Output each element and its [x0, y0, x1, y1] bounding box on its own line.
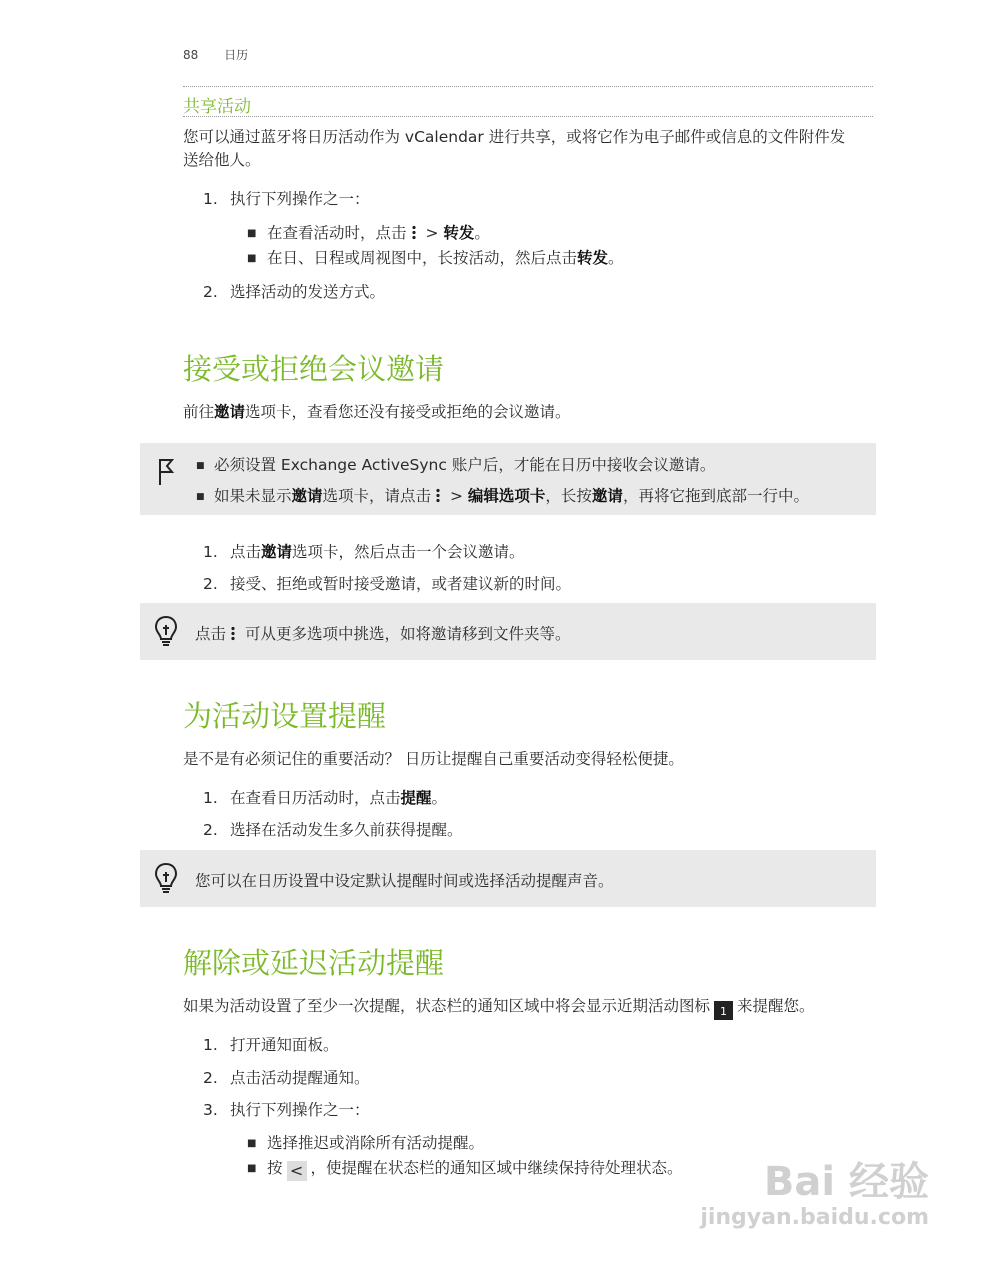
- tip-text: [195, 622, 570, 644]
- share-title: 共享活动: [183, 97, 251, 117]
- step-number: 3.: [203, 1101, 218, 1119]
- share-step-2: [203, 280, 385, 302]
- calendar-icon: 1: [714, 1001, 733, 1020]
- bullet-text: 。: [474, 224, 490, 242]
- note-text: ，再将它拖到底部一行中。: [622, 487, 809, 505]
- bullet-text: 选择推迟或消除所有活动提醒。: [267, 1134, 485, 1152]
- note-item-2: [196, 484, 809, 506]
- intro-text: 前往: [183, 403, 215, 421]
- step-number: 1.: [203, 1036, 218, 1054]
- share-bullet-1: [247, 221, 490, 243]
- invite-label: 邀请: [591, 487, 623, 505]
- accept-intro: [183, 401, 873, 424]
- note-text: 必须设置 Exchange ActiveSync 账户后，才能在日历中接收会议邀请。: [214, 456, 716, 474]
- section-name: 日历: [224, 48, 249, 62]
- dismiss-bullet-1: [247, 1131, 484, 1153]
- menu-kebab-icon: [436, 488, 440, 503]
- dismiss-step-2: [203, 1066, 370, 1088]
- bullet-icon: ■: [196, 461, 205, 471]
- watermark-url: jingyan.baidu.com: [700, 1205, 929, 1230]
- menu-kebab-icon: [231, 626, 235, 641]
- bullet-text: 在查看活动时，点击: [267, 224, 407, 242]
- step-text: 接受、拒绝或暂时接受邀请，或者建议新的时间。: [230, 575, 572, 593]
- intro-text: 来提醒您。: [737, 997, 815, 1015]
- bullet-text: 按: [267, 1159, 283, 1177]
- step-text: 点击活动提醒通知。: [230, 1069, 370, 1087]
- bullet-icon: ■: [247, 253, 257, 264]
- step-number: 2.: [203, 283, 218, 301]
- share-step-1: [203, 187, 370, 209]
- lightbulb-icon: [154, 862, 178, 896]
- invite-label: 邀请: [291, 487, 323, 505]
- step-text: 点击: [230, 543, 262, 561]
- bullet-icon: ■: [247, 228, 257, 239]
- step-text: 执行下列操作之一：: [230, 190, 370, 208]
- step-number: 2.: [203, 1069, 218, 1087]
- remind-label: 提醒: [400, 789, 432, 807]
- bullet-text: ，使提醒在状态栏的通知区域中继续保持待处理状态。: [310, 1159, 683, 1177]
- flag-icon: [156, 457, 176, 487]
- step-text: 。: [431, 789, 448, 807]
- share-bullet-2: [247, 246, 624, 268]
- bullet-icon: ■: [196, 492, 205, 502]
- accept-step-2: [203, 572, 571, 594]
- step-number: 1.: [203, 190, 218, 208]
- share-intro-line: 您可以通过蓝牙将日历活动作为 vCalendar 进行共享，或将它作为电子邮件或信息的文件附件发: [183, 128, 846, 146]
- menu-kebab-icon: [412, 225, 416, 240]
- page-number: 88: [183, 48, 199, 62]
- page-header: [183, 46, 270, 63]
- accept-title: 接受或拒绝会议邀请: [183, 352, 445, 386]
- divider: [183, 116, 873, 117]
- step-text: 选择活动的发送方式。: [230, 283, 386, 301]
- divider: [183, 86, 873, 87]
- note-item-1: [196, 453, 715, 475]
- step-text: 选择在活动发生多久前获得提醒。: [230, 821, 463, 839]
- note-text: ，长按: [545, 487, 592, 505]
- dismiss-step-3: [203, 1098, 370, 1120]
- step-text: 选项卡，然后点击一个会议邀请。: [292, 543, 525, 561]
- note-text: 选项卡，请点击: [322, 487, 432, 505]
- bullet-icon: ■: [247, 1163, 257, 1174]
- step-text: 打开通知面板。: [230, 1036, 339, 1054]
- dismiss-title: 解除或延迟活动提醒: [183, 946, 445, 980]
- tip-text-part: 点击: [195, 625, 227, 643]
- invite-label: 邀请: [214, 403, 246, 421]
- bullet-icon: ■: [247, 1138, 257, 1149]
- step-number: 2.: [203, 575, 218, 593]
- intro-text: 选项卡，查看您还没有接受或拒绝的会议邀请。: [245, 403, 571, 421]
- step-number: 1.: [203, 543, 218, 561]
- reminder-intro: 是不是有必须记住的重要活动？ 日历让提醒自己重要活动变得轻松便捷。: [183, 750, 684, 768]
- tip-text: 您可以在日历设置中设定默认提醒时间或选择活动提醒声音。: [195, 872, 614, 890]
- lightbulb-icon: [154, 615, 178, 649]
- reminder-title: 为活动设置提醒: [183, 699, 387, 733]
- step-text: 在查看日历活动时，点击: [230, 789, 401, 807]
- share-intro-line: 送给他人。: [183, 151, 261, 169]
- dismiss-intro: [183, 995, 883, 1020]
- dismiss-bullet-2: [247, 1156, 683, 1181]
- edit-tabs-label: 编辑选项卡: [467, 487, 546, 505]
- forward-label: 转发: [577, 249, 609, 267]
- invite-label: 邀请: [261, 543, 293, 561]
- forward-label: 转发: [443, 224, 475, 242]
- step-text: 执行下列操作之一：: [230, 1101, 370, 1119]
- dismiss-step-1: [203, 1033, 339, 1055]
- step-number: 1.: [203, 789, 218, 807]
- share-intro: [183, 126, 873, 172]
- note-text: 如果未显示: [214, 487, 292, 505]
- watermark-logo: Bai 经验: [763, 1159, 929, 1205]
- step-number: 2.: [203, 821, 218, 839]
- reminder-step-1: [203, 786, 447, 808]
- intro-text: 如果为活动设置了至少一次提醒，状态栏的通知区域中将会显示近期活动图标: [183, 997, 711, 1015]
- back-icon: <: [287, 1161, 307, 1181]
- tip-text-part: 可从更多选项中挑选，如将邀请移到文件夹等。: [240, 625, 571, 643]
- reminder-step-2: [203, 818, 463, 840]
- bullet-text: 在日、日程或周视图中，长按活动，然后点击: [267, 249, 578, 267]
- bullet-text: >: [420, 224, 444, 242]
- bullet-text: 。: [608, 249, 624, 267]
- accept-step-1: [203, 540, 525, 562]
- note-text: >: [445, 487, 468, 505]
